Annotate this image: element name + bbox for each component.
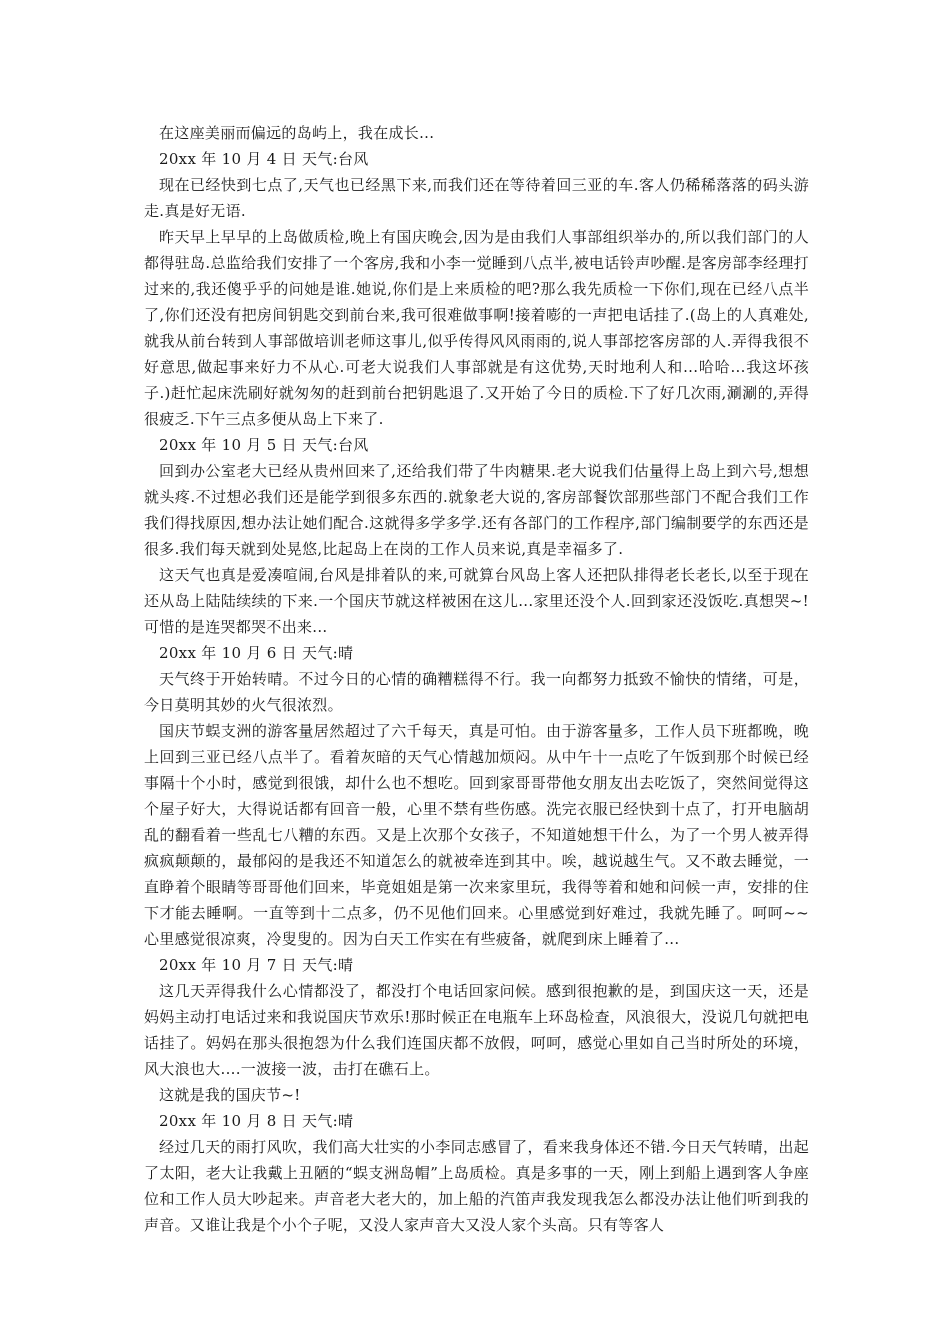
paragraph: 昨天早上早早的上岛做质检,晚上有国庆晚会,因为是由我们人事部组织举办的,所以我们部门的人都得驻岛.总监给我们安排了一个客房,我和小李一觉睡到八点半,被电话铃声吵醒.是客房部李经理打过来的,我还傻乎乎的问她是谁.她说,你们是上来质检的吧?那么我先质检一下你们,现在已经八点半了,你们还没有把房间钥匙交到前台来,我可很难做事啊!接着嘭的一声把电话挂了.(岛上的人真难处,就我从前台转到人事部做培训老师这事儿,似乎传得风风雨雨的,说人事部挖客房部的人.弄得我很不好意思,做起事来好力不从心.可老大说我们人事部就是有这优势,天时地利人和...哈哈...我这坏孩子.)赶忙起床洗刷好就匆匆的赶到前台把钥匙退了.又开始了今日的质检.下了好几次雨,涮涮的,弄得很疲乏.下午三点多便从岛上下来了. <box>144 228 809 428</box>
date-heading-oct-5: 20xx 年 10 月 5 日 天气:台风 <box>159 436 369 454</box>
date-heading-oct-4: 20xx 年 10 月 4 日 天气:台风 <box>159 150 369 168</box>
paragraph: 这就是我的国庆节~! <box>159 1086 301 1104</box>
paragraph: 这天气也真是爱凑喧闹,台风是排着队的来,可就算台风岛上客人还把队排得老长老长,以至于现在还从岛上陆陆续续的下来.一个国庆节就这样被困在这儿...家里还没个人.回到家还没饭吃.真想哭~!可惜的是连哭都哭不出来... <box>144 566 809 636</box>
document-body <box>144 120 809 1238</box>
paragraph: 国庆节蜈支洲的游客量居然超过了六千每天，真是可怕。由于游客量多，工作人员下班都晚，晚上回到三亚已经八点半了。看着灰暗的天气心情越加烦闷。从中午十一点吃了午饭到那个时候已经事隔十个小时，感觉到很饿，却什么也不想吃。回到家哥哥带他女朋友出去吃饭了，突然间觉得这个屋子好大，大得说话都有回音一般，心里不禁有些伤感。洗完衣服已经快到十点了，打开电脑胡乱的翻看着一些乱七八糟的东西。又是上次那个女孩子，不知道她想干什么，为了一个男人被弄得疯疯颠颠的，最郁闷的是我还不知道怎么的就被牵连到其中。唉，越说越生气。又不敢去睡觉，一直睁着个眼睛等哥哥他们回来，毕竟姐姐是第一次来家里玩，我得等着和她和问候一声，安排的住下才能去睡啊。一直等到十二点多，仍不见他们回来。心里感觉到好难过，我就先睡了。呵呵~~心里感觉很凉爽，冷叟叟的。因为白天工作实在有些疲备，就爬到床上睡着了... <box>144 722 809 948</box>
paragraph-intro: 在这座美丽而偏远的岛屿上，我在成长... <box>159 124 435 142</box>
paragraph: 现在已经快到七点了,天气也已经黑下来,而我们还在等待着回三亚的车.客人仍稀稀落落的码头游走.真是好无语. <box>144 176 809 220</box>
date-heading-oct-6: 20xx 年 10 月 6 日 天气:晴 <box>159 644 354 662</box>
paragraph: 天气终于开始转晴。不过今日的心情的确糟糕得不行。我一向都努力抵致不愉快的情绪，可是，今日莫明其妙的火气很浓烈。 <box>144 670 809 714</box>
paragraph: 经过几天的雨打风吹，我们高大壮实的小李同志感冒了，看来我身体还不错.今日天气转晴，出起了太阳，老大让我戴上丑陋的“蜈支洲岛帽”上岛质检。真是多事的一天，刚上到船上遇到客人争座位和工作人员大吵起来。声音老大老大的，加上船的汽笛声我发现我怎么都没办法让他们听到我的声音。又谁让我是个小个子呢，又没人家声音大又没人家个头高。只有等客人 <box>144 1138 809 1234</box>
paragraph: 回到办公室老大已经从贵州回来了,还给我们带了牛肉糖果.老大说我们估量得上岛上到六号,想想就头疼.不过想必我们还是能学到很多东西的.就象老大说的,客房部餐饮部那些部门不配合我们工作我们得找原因,想办法让她们配合.这就得多学多学.还有各部门的工作程序,部门编制要学的东西还是很多.我们每天就到处晃悠,比起岛上在岗的工作人员来说,真是幸福多了. <box>144 462 809 558</box>
paragraph: 这几天弄得我什么心情都没了，都没打个电话回家问候。感到很抱歉的是，到国庆这一天，还是妈妈主动打电话过来和我说国庆节欢乐!那时候正在电瓶车上环岛检查，风浪很大，没说几句就把电话挂了。妈妈在那头很抱怨为什么我们连国庆都不放假，呵呵，感觉心里如自己当时所处的环境，风大浪也大....一波接一波，击打在礁石上。 <box>144 982 809 1078</box>
date-heading-oct-8: 20xx 年 10 月 8 日 天气:晴 <box>159 1112 354 1130</box>
date-heading-oct-7: 20xx 年 10 月 7 日 天气:晴 <box>159 956 354 974</box>
